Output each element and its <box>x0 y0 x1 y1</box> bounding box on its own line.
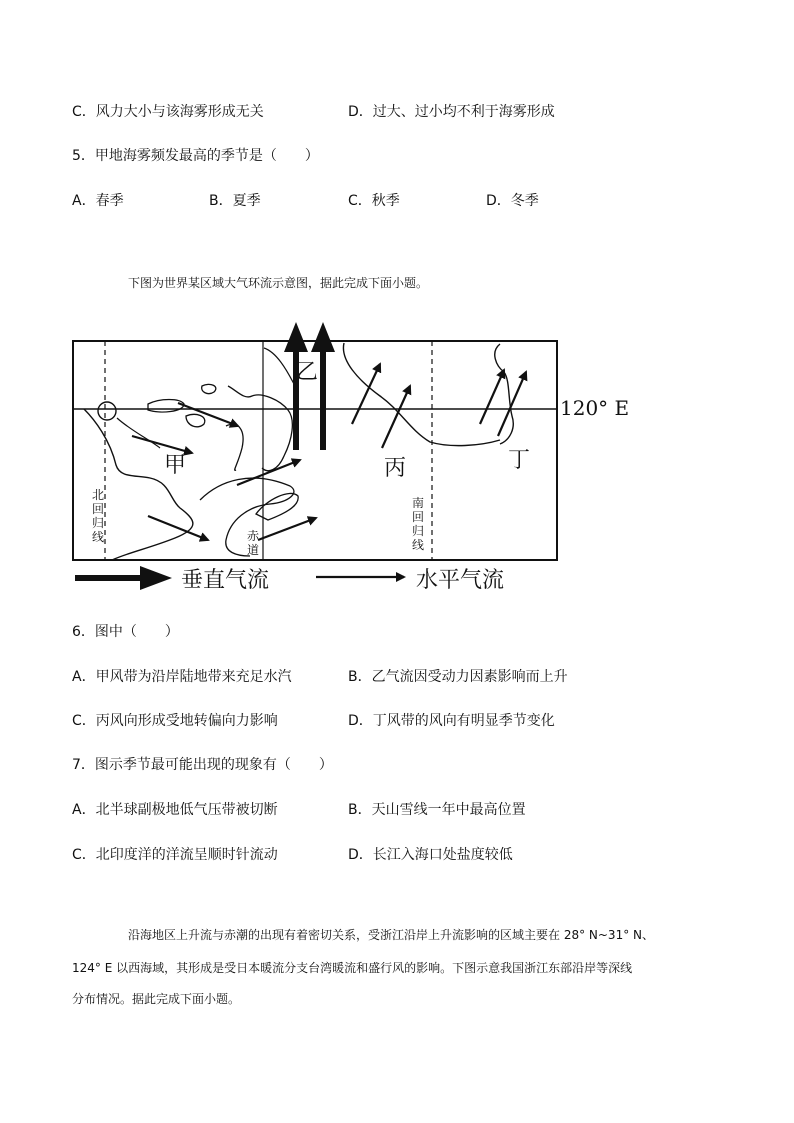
q6-option-b: B．乙气流因受动力因素影响而上升 <box>348 669 568 685</box>
q4-option-c: C．风力大小与该海雾形成无关 <box>72 104 264 120</box>
equator-label: 赤道 <box>246 529 259 557</box>
legend-vertical-label: 垂直气流 <box>181 568 270 593</box>
q6-option-c: C．丙风向形成受地转偏向力影响 <box>72 713 278 729</box>
label-ding: 丁 <box>508 448 531 473</box>
q7-option-c: C．北印度洋的洋流呈顺时针流动 <box>72 847 278 863</box>
label-yi: 乙 <box>296 360 319 385</box>
legend-vertical-symbol <box>75 566 172 590</box>
longitude-label: 120° E <box>560 396 630 420</box>
q7-option-a: A．北半球副极地低气压带被切断 <box>72 802 278 818</box>
tropic-north-label: 北回归线 <box>91 488 104 544</box>
boundary-curve <box>495 344 513 444</box>
q5-option-d: D．冬季 <box>486 193 539 209</box>
figure-intro: 下图为世界某区域大气环流示意图，据此完成下面小题。 <box>128 276 429 290</box>
passage-line-3: 分布情况。据此完成下面小题。 <box>72 992 241 1006</box>
q5-option-c: C．秋季 <box>348 193 400 209</box>
island <box>228 386 292 471</box>
q7-option-b: B．天山雪线一年中最高位置 <box>348 802 526 818</box>
q6-option-a: A．甲风带为沿岸陆地带来充足水汽 <box>72 669 292 685</box>
q5-option-b: B．夏季 <box>209 193 261 209</box>
island <box>226 424 243 470</box>
q6-option-d: D．丁风带的风向有明显季节变化 <box>348 713 555 729</box>
location-circle <box>98 402 116 420</box>
q6-stem: 6．图中（ ） <box>72 624 179 640</box>
passage-line-2: 124° E 以西海域，其形成是受日本暖流分支台湾暖流和盛行风的影响。下图示意我国浙江东部沿岸等深线 <box>72 961 633 975</box>
label-bing: 丙 <box>384 456 407 481</box>
tropic-south-label: 南回归线 <box>411 496 424 552</box>
passage-line-1: 沿海地区上升流与赤潮的出现有着密切关系，受浙江沿岸上升流影响的区域主要在 28° N~31° N、 <box>128 928 654 942</box>
island <box>202 384 216 393</box>
island <box>186 414 205 426</box>
q7-stem: 7．图示季节最可能出现的现象有（ ） <box>72 757 333 773</box>
horizontal-airflow-arrows <box>132 364 526 540</box>
island <box>148 400 184 413</box>
coastline-2 <box>117 418 160 448</box>
q7-option-d: D．长江入海口处盐度较低 <box>348 847 513 863</box>
q5-stem: 5．甲地海雾频发最高的季节是（ ） <box>72 148 319 164</box>
legend-horizontal-label: 水平气流 <box>416 568 505 593</box>
island <box>256 493 298 520</box>
q5-option-a: A．春季 <box>72 193 124 209</box>
label-jia: 甲 <box>164 453 187 478</box>
island <box>264 348 296 388</box>
q4-option-d: D．过大、过小均不利于海雾形成 <box>348 104 555 120</box>
